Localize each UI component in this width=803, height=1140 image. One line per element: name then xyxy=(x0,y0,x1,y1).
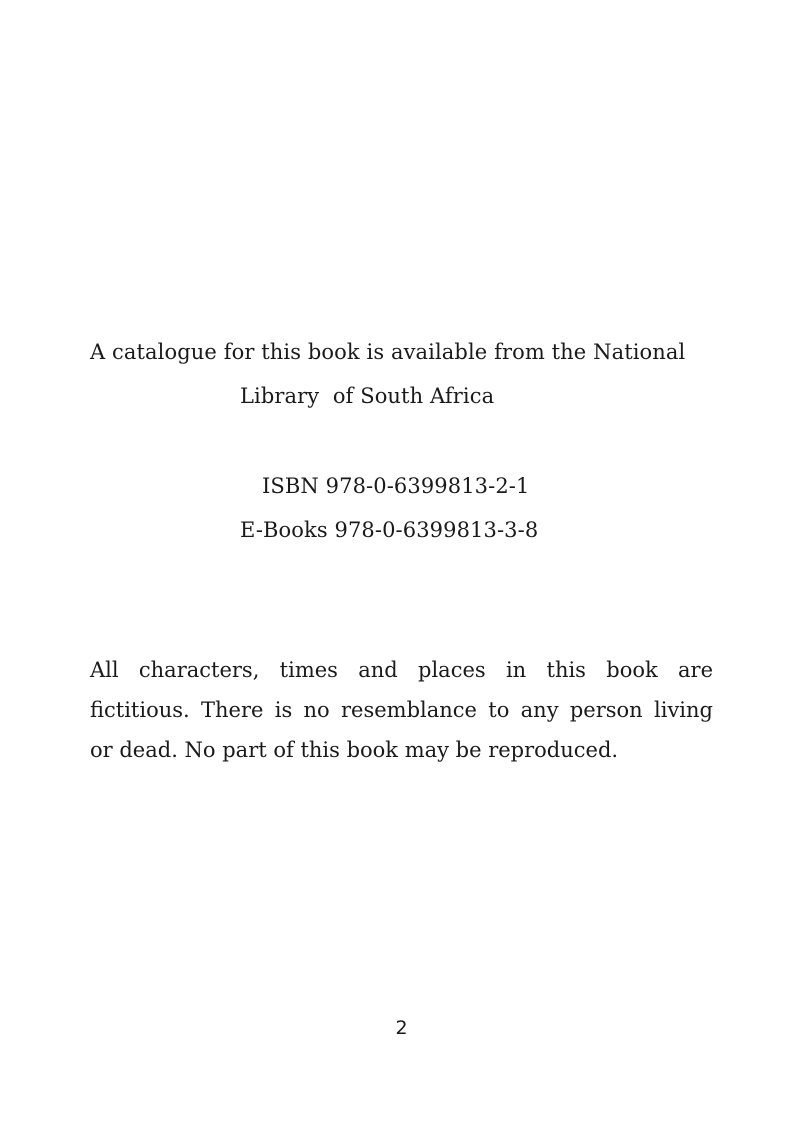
disclaimer-line-1: All characters, times and places in this book are xyxy=(90,658,713,682)
isbn-ebook: E-Books 978-0-6399813-3-8 xyxy=(240,518,539,542)
catalogue-statement-line-2: Library of South Africa xyxy=(240,384,495,408)
page-number: 2 xyxy=(395,1017,408,1039)
disclaimer-line-3: or dead. No part of this book may be reproduced. xyxy=(90,738,619,762)
catalogue-statement-line-1: A catalogue for this book is available from the National xyxy=(90,340,686,364)
isbn-print: ISBN 978-0-6399813-2-1 xyxy=(262,474,530,498)
disclaimer-line-2: fictitious. There is no resemblance to any person living xyxy=(90,698,713,722)
fiction-disclaimer xyxy=(90,650,713,770)
